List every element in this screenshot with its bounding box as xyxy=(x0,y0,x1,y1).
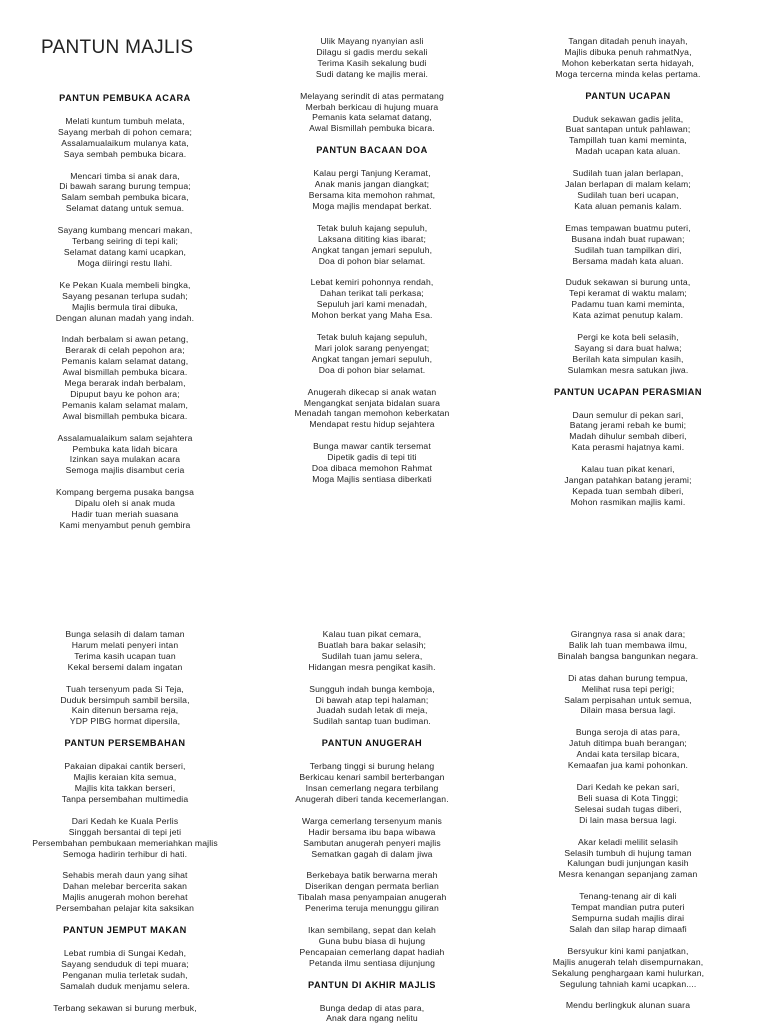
pantun-line: Mohon keberkatan serta hidayah, xyxy=(561,57,695,68)
pantun-line: Tanpa persembahan multimedia xyxy=(61,793,189,804)
pantun-line: Bunga seroja di atas para, xyxy=(575,727,681,738)
pantun-line: Anugerah dikecap si anak watan xyxy=(307,386,437,397)
pantun-line: Dengan alunan madah yang indah. xyxy=(55,312,195,323)
pantun-line: Mendapat restu hidup sejahtera xyxy=(309,419,435,430)
pantun-line: Mari jolok sarang penyengat; xyxy=(314,342,430,353)
pantun-stanza xyxy=(508,464,748,508)
pantun-stanza xyxy=(252,761,492,805)
pantun-line: Pembuka kata lidah bicara xyxy=(72,443,178,454)
pantun-stanza xyxy=(252,629,492,673)
pantun-line: Pemanis kalam selamat datang, xyxy=(61,356,189,367)
pantun-line: Pakaian dipakai cantik berseri, xyxy=(64,761,186,772)
pantun-line: Duduk bersimpuh sambil bersila, xyxy=(60,694,190,705)
pantun-line: Semoga majlis disambut ceria xyxy=(65,465,185,476)
pantun-line: Sulamkan mesra satukan jiwa. xyxy=(567,364,689,375)
pantun-line: Mencari timba si anak dara, xyxy=(70,170,180,181)
pantun-stanza xyxy=(508,946,748,990)
pantun-line: Awal Bismillah pembuka bicara. xyxy=(309,123,435,134)
pantun-stanza xyxy=(252,277,492,321)
pantun-line: Majlis keraian kita semua, xyxy=(73,772,177,783)
pantun-line: Indah berbalam si awan petang, xyxy=(61,334,189,345)
pantun-line: Majlis dibuka penuh rahmatNya, xyxy=(564,46,692,57)
pantun-line: Samalah duduk menjamu selera. xyxy=(60,980,190,991)
pantun-line: Girangnya rasa si anak dara; xyxy=(570,629,686,639)
pantun-line: Mendu berlingkuk alunan suara xyxy=(565,1000,691,1011)
pantun-line: Dipalu oleh si anak muda xyxy=(74,498,176,509)
pantun-line: Busana indah buat rupawan; xyxy=(571,233,685,244)
pantun-line: Jangan patahkan batang jerami; xyxy=(564,475,692,486)
pantun-stanza xyxy=(5,816,245,860)
section-heading: PANTUN DI AKHIR MAJLIS xyxy=(308,979,436,990)
pantun-line: Di atas dahan burung tempua, xyxy=(568,672,688,683)
pantun-line: Ke Pekan Kuala membeli bingka, xyxy=(59,279,191,290)
pantun-line: Melihat rusa tepi perigi; xyxy=(581,683,675,694)
column-2 xyxy=(252,36,492,496)
pantun-line: Mohon berkat yang Maha Esa. xyxy=(311,310,433,321)
pantun-line: Mohon rasmikan majlis kami. xyxy=(570,496,686,507)
pantun-line: Sayang merbah di pohon cemara; xyxy=(58,126,192,137)
pantun-line: Sayang kumbang mencari makan, xyxy=(57,225,193,236)
pantun-line: Sekalung penghargaan kami hulurkan, xyxy=(551,967,705,978)
pantun-line: Andai kata tersilap bicara, xyxy=(576,749,680,760)
pantun-line: Terima Kasih sekalung budi xyxy=(317,57,427,68)
pantun-stanza xyxy=(252,684,492,728)
pantun-line: Ikan sembilang, sepat dan kelah xyxy=(308,925,436,936)
pantun-line: Moga majlis mendapat berkat. xyxy=(312,200,432,211)
pantun-line: Sungguh indah bunga kemboja, xyxy=(309,683,435,694)
pantun-line: Petanda ilmu sentiasa dijunjung xyxy=(309,957,435,968)
pantun-line: Dilagu si gadis merdu sekali xyxy=(316,46,428,57)
pantun-line: Melati kuntum tumbuh melata, xyxy=(65,115,185,126)
pantun-line: Emas tempawan buatmu puteri, xyxy=(565,222,691,233)
pantun-stanza xyxy=(508,277,748,321)
pantun-line: Moga tercerna minda kelas pertama. xyxy=(555,68,701,79)
pantun-stanza xyxy=(252,1003,492,1025)
pantun-stanza xyxy=(252,36,492,80)
pantun-line: Penganan mulia terletak sudah, xyxy=(62,969,188,980)
pantun-line: Terima kasih ucapan tuan xyxy=(74,650,176,661)
pantun-line: Sudilah tuan beri ucapan, xyxy=(577,189,679,200)
pantun-line: Jalan berlapan di malam kelam; xyxy=(565,179,691,190)
pantun-line: Kalau tuan pikat kenari, xyxy=(581,464,675,475)
pantun-line: Anak manis jangan diangkat; xyxy=(314,179,430,190)
pantun-stanza xyxy=(5,433,245,477)
pantun-line: Kalungan budi junjungan kasih xyxy=(567,858,689,869)
pantun-stanza xyxy=(252,387,492,431)
pantun-line: Pemanis kalam selamat malam, xyxy=(62,399,188,410)
column-6 xyxy=(508,629,748,1022)
pantun-line: Sudilah tuan tampilkan diri, xyxy=(574,244,682,255)
pantun-line: Selasih tumbuh di hujung taman xyxy=(564,847,692,858)
pantun-line: Tepi keramat di waktu malam; xyxy=(569,288,687,299)
pantun-stanza xyxy=(508,727,748,771)
pantun-line: Angkat tangan jemari sepuluh, xyxy=(311,244,433,255)
pantun-stanza xyxy=(508,1000,748,1011)
pantun-stanza xyxy=(5,870,245,914)
pantun-line: Tetak buluh kajang sepuluh, xyxy=(316,222,428,233)
pantun-line: Tampillah tuan kami meminta, xyxy=(569,135,687,146)
pantun-line: Kompang bergema pusaka bangsa xyxy=(55,487,195,498)
pantun-line: Majlis kita takkan berseri, xyxy=(74,782,176,793)
pantun-line: Bunga dedap di atas para, xyxy=(319,1002,425,1013)
pantun-line: Awal bismillah pembuka bicara. xyxy=(62,367,188,378)
pantun-line: Dari Kedah ke pekan sari, xyxy=(576,781,680,792)
pantun-line: Doa di pohon biar selamat. xyxy=(318,364,426,375)
pantun-stanza xyxy=(252,925,492,969)
pantun-stanza xyxy=(5,487,245,531)
pantun-line: Tibalah masa penyampaian anugerah xyxy=(297,892,447,903)
pantun-line: Ulik Mayang nyanyian asli xyxy=(320,36,424,46)
pantun-line: Merbah berkicau di hujung muara xyxy=(305,101,439,112)
column-1 xyxy=(5,93,245,542)
pantun-stanza xyxy=(252,168,492,212)
pantun-line: Bersama madah kata aluan. xyxy=(572,255,684,266)
pantun-line: Kalau tuan pikat cemara, xyxy=(322,629,422,639)
pantun-line: Padamu tuan kami meminta, xyxy=(571,299,685,310)
pantun-line: Sayang si dara buat halwa; xyxy=(574,342,682,353)
pantun-line: Juadah sudah letak di meja, xyxy=(316,705,428,716)
pantun-line: Melayang serindit di atas permatang xyxy=(300,90,444,101)
pantun-line: Pergi ke kota beli selasih, xyxy=(577,332,679,343)
pantun-stanza xyxy=(252,91,492,135)
section-heading: PANTUN UCAPAN xyxy=(585,90,671,101)
pantun-line: Awal bismillah pembuka bicara. xyxy=(62,410,188,421)
pantun-line: Anak dara ngang nelitu xyxy=(326,1013,418,1024)
pantun-line: Harum melati penyeri intan xyxy=(71,639,179,650)
pantun-line: Doa dibaca memohon Rahmat xyxy=(311,463,433,474)
pantun-line: Pemanis kata selamat datang, xyxy=(312,112,432,123)
pantun-line: Terbang sekawan si burung merbuk, xyxy=(53,1002,197,1013)
pantun-line: Salam sembah pembuka bicara, xyxy=(61,192,189,203)
pantun-line: Kami menyambut penuh gembira xyxy=(59,520,191,530)
pantun-line: Beli suasa di Kota Tinggi; xyxy=(577,792,679,803)
pantun-line: Persembahan pembukaan memeriahkan majlis xyxy=(32,837,218,848)
pantun-stanza xyxy=(252,441,492,485)
pantun-stanza xyxy=(508,410,748,454)
pantun-line: Bunga mawar cantik tersemat xyxy=(313,441,431,452)
pantun-line: Berilah kata simpulan kasih, xyxy=(572,353,684,364)
pantun-line: Buatlah bara bakar selasih; xyxy=(317,639,427,650)
pantun-stanza xyxy=(5,1003,245,1014)
pantun-line: Assalamualaikum mulanya kata, xyxy=(61,137,189,148)
pantun-stanza xyxy=(508,673,748,717)
pantun-line: Duduk sekawan si burung unta, xyxy=(565,277,691,288)
pantun-line: Assalamualaikum salam sejahtera xyxy=(57,432,193,443)
pantun-line: Sayang senduduk di tepi muara; xyxy=(61,958,189,969)
pantun-line: YDP PIBG hormat dipersila, xyxy=(69,716,181,727)
pantun-stanza xyxy=(252,223,492,267)
pantun-line: Semoga hadirin terhibur di hati. xyxy=(62,848,188,859)
pantun-line: Berkicau kenari sambil berterbangan xyxy=(299,772,445,783)
pantun-line: Sambutan anugerah penyeri majlis xyxy=(303,837,441,848)
section-heading: PANTUN JEMPUT MAKAN xyxy=(63,925,187,936)
column-3 xyxy=(508,36,748,519)
section-heading: PANTUN PERSEMBAHAN xyxy=(64,738,186,749)
pantun-stanza xyxy=(5,116,245,160)
pantun-line: Sudilah tuan jalan berlapan, xyxy=(572,168,684,179)
pantun-line: Terbang seiring di tepi kali; xyxy=(71,236,179,247)
pantun-line: Moga diiringi restu Ilahi. xyxy=(77,257,173,268)
page-title: PANTUN MAJLIS xyxy=(41,37,194,58)
pantun-line: Selamat datang untuk semua. xyxy=(65,203,185,214)
pantun-line: Di bawah atap tepi halaman; xyxy=(315,694,429,705)
pantun-stanza xyxy=(508,332,748,376)
pantun-line: Dipetik gadis di tepi titi xyxy=(327,452,417,463)
pantun-line: Sudilah tuan jamu selera, xyxy=(321,650,423,661)
pantun-line: Sepuluh jari kami menadah, xyxy=(316,299,428,310)
pantun-line: Laksana dititing kias ibarat; xyxy=(317,233,426,244)
column-5 xyxy=(252,629,492,1035)
pantun-stanza xyxy=(5,334,245,421)
pantun-line: Tempat mandian putra puteri xyxy=(571,902,685,913)
pantun-stanza xyxy=(508,782,748,826)
pantun-line: Insan cemerlang negara terbilang xyxy=(305,782,439,793)
pantun-line: Tangan ditadah penuh inayah, xyxy=(568,36,688,46)
pantun-line: Mengangkat senjata bidalan suara xyxy=(303,397,441,408)
pantun-line: Buat santapan untuk pahlawan; xyxy=(565,124,691,135)
pantun-line: Kata azimat penutup kalam. xyxy=(572,310,684,321)
pantun-stanza xyxy=(5,629,245,673)
pantun-stanza xyxy=(508,168,748,212)
pantun-stanza xyxy=(5,171,245,215)
pantun-line: Berkebaya batik berwarna merah xyxy=(306,870,438,881)
pantun-line: Duduk sekawan gadis jelita, xyxy=(572,113,684,124)
pantun-line: Kemaafan jua kami pohonkan. xyxy=(567,760,689,771)
pantun-line: Kekal bersemi dalam ingatan xyxy=(67,661,183,672)
pantun-stanza xyxy=(508,891,748,935)
pantun-line: Angkat tangan jemari sepuluh, xyxy=(311,353,433,364)
pantun-line: Balik lah tuan membawa ilmu, xyxy=(568,639,688,650)
pantun-stanza xyxy=(508,36,748,80)
pantun-line: Tenang-tenang air di kali xyxy=(579,891,677,902)
pantun-line: Salam perpisahan untuk semua, xyxy=(564,694,692,705)
pantun-line: Terbang tinggi si burung helang xyxy=(309,761,435,772)
pantun-line: Bunga selasih di dalam taman xyxy=(65,629,185,639)
section-heading: PANTUN ANUGERAH xyxy=(321,738,423,749)
pantun-line: Penerima teruja menunggu giliran xyxy=(305,903,439,914)
pantun-line: Guna bubu biasa di hujung xyxy=(318,935,426,946)
pantun-line: Majlis anugerah mohon berehat xyxy=(62,892,188,903)
pantun-line: Diserikan dengan permata berlian xyxy=(305,881,439,892)
pantun-line: Dipuput bayu ke pohon ara; xyxy=(70,388,180,399)
pantun-stanza xyxy=(5,684,245,728)
pantun-line: Selesai sudah tugas diberi, xyxy=(574,803,682,814)
pantun-line: Lebat rumbia di Sungai Kedah, xyxy=(63,947,187,958)
pantun-line: Majlis anugerah telah disempurnakan, xyxy=(552,956,704,967)
pantun-line: Anugerah diberi tanda kecemerlangan. xyxy=(295,793,449,804)
pantun-line: Segulung tahniah kami ucapkan.... xyxy=(559,978,697,989)
pantun-line: Selamat datang kami ucapkan, xyxy=(63,246,187,257)
pantun-line: Akar keladi melilit selasih xyxy=(577,836,679,847)
pantun-line: Tuah tersenyum pada Si Teja, xyxy=(66,683,184,694)
pantun-line: Pencapaian cemerlang dapat hadiah xyxy=(299,946,445,957)
pantun-stanza xyxy=(252,816,492,860)
pantun-line: Sematkan gagah di dalam jiwa xyxy=(311,848,433,859)
pantun-line: Kalau pergi Tanjung Keramat, xyxy=(313,168,431,179)
pantun-line: Di lain masa bersua lagi. xyxy=(579,814,677,825)
pantun-line: Mega berarak indah berbalam, xyxy=(64,378,186,389)
pantun-stanza xyxy=(5,948,245,992)
pantun-line: Jatuh ditimpa buah berangan; xyxy=(569,738,687,749)
pantun-line: Hadir tuan meriah suasana xyxy=(71,509,179,520)
section-heading: PANTUN BACAAN DOA xyxy=(316,145,428,156)
pantun-line: Kata perasmi hajatnya kami. xyxy=(571,442,685,453)
pantun-line: Berarak di celah pepohon ara; xyxy=(65,345,185,356)
pantun-line: Sempurna sudah majlis dirai xyxy=(571,913,685,924)
pantun-line: Dari Kedah ke Kuala Perlis xyxy=(71,815,179,826)
pantun-line: Batang jerami rebah ke bumi; xyxy=(569,420,687,431)
pantun-line: Persembahan pelajar kita saksikan xyxy=(55,903,195,914)
section-heading: PANTUN PEMBUKA ACARA xyxy=(59,93,191,103)
pantun-line: Madah ucapan kata aluan. xyxy=(575,146,681,157)
pantun-line: Kata aluan pemanis kalam. xyxy=(574,200,682,211)
pantun-line: Dahan terikat tali perkasa; xyxy=(320,288,424,299)
pantun-stanza xyxy=(508,223,748,267)
pantun-line: Daun semulur di pekan sari, xyxy=(572,409,684,420)
pantun-line: Lebat kemiri pohonnya rendah, xyxy=(310,277,434,288)
pantun-stanza xyxy=(508,629,748,662)
pantun-line: Madah dihulur sembah diberi, xyxy=(569,431,687,442)
pantun-line: Sudi datang ke majlis merai. xyxy=(315,68,429,79)
pantun-stanza xyxy=(5,280,245,324)
pantun-stanza xyxy=(5,761,245,805)
pantun-stanza xyxy=(508,837,748,881)
pantun-line: Sudilah santap tuan budiman. xyxy=(313,716,431,727)
pantun-line: Dahan melebar bercerita sakan xyxy=(62,881,188,892)
pantun-line: Hidangan mesra pengikat kasih. xyxy=(308,661,436,672)
pantun-line: Majlis bermula tirai dibuka, xyxy=(72,301,178,312)
pantun-line: Di bawah sarang burung tempua; xyxy=(59,181,191,192)
pantun-line: Binalah bangsa bangunkan negara. xyxy=(557,650,699,661)
section-heading: PANTUN UCAPAN PERASMIAN xyxy=(554,386,702,397)
pantun-line: Salah dan silap harap dimaafi xyxy=(569,923,687,934)
pantun-stanza xyxy=(5,225,245,269)
pantun-line: Kepada tuan sembah diberi, xyxy=(572,486,684,496)
pantun-line: Doa di pohon biar selamat. xyxy=(318,255,426,266)
pantun-line: Kain ditenun bersama reja, xyxy=(71,705,179,716)
pantun-line: Bersyukur kini kami panjatkan, xyxy=(567,945,689,956)
pantun-line: Moga Majlis sentiasa diberkati xyxy=(312,474,432,484)
pantun-line: Izinkan saya mulakan acara xyxy=(69,454,181,465)
pantun-stanza xyxy=(252,870,492,914)
pantun-line: Saya sembah pembuka bicara. xyxy=(63,148,187,159)
column-4 xyxy=(5,629,245,1024)
pantun-line: Hadir bersama ibu bapa wibawa xyxy=(308,826,436,837)
pantun-stanza xyxy=(252,332,492,376)
pantun-line: Singgah bersantai di tepi jeti xyxy=(68,826,182,837)
pantun-line: Sayang pesanan terlupa sudah; xyxy=(62,290,188,301)
pantun-line: Menadah tangan memohon keberkatan xyxy=(294,408,450,419)
pantun-line: Tetak buluh kajang sepuluh, xyxy=(316,332,428,343)
pantun-line: Bersama kita memohon rahmat, xyxy=(308,189,436,200)
pantun-line: Dilain masa bersua lagi. xyxy=(580,705,676,716)
pantun-line: Sehabis merah daun yang sihat xyxy=(62,870,188,881)
pantun-stanza xyxy=(508,114,748,158)
pantun-line: Warga cemerlang tersenyum manis xyxy=(302,815,442,826)
pantun-line: Mesra kenangan sepanjang zaman xyxy=(558,869,698,880)
